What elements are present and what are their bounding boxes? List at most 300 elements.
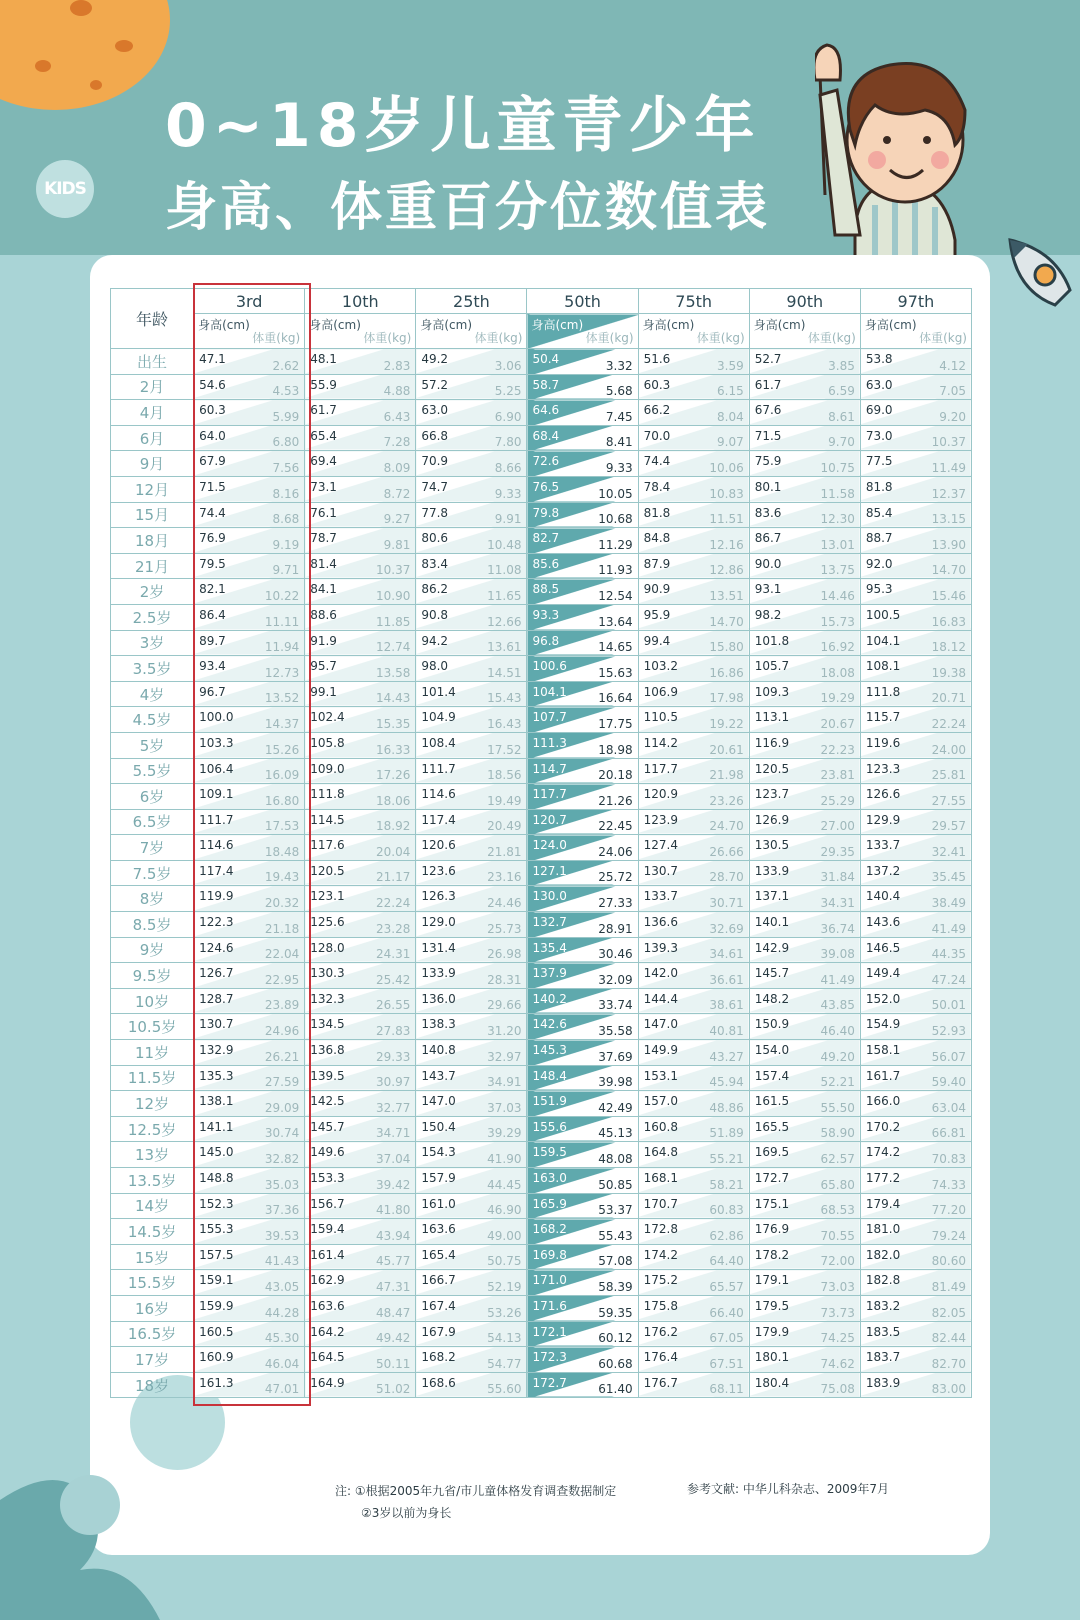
value-cell (305, 630, 416, 656)
value-cell (527, 1219, 638, 1245)
rocket-icon (1000, 230, 1080, 320)
percentile-header: 25th (416, 289, 527, 314)
height-value: 146.5 (865, 940, 901, 955)
percentile-header: 97th (860, 289, 971, 314)
weight-value: 14.43 (375, 691, 411, 706)
height-value: 61.7 (310, 403, 337, 418)
weight-value: 25.42 (375, 972, 411, 987)
weight-value: 60.12 (598, 1331, 633, 1346)
age-cell: 9月 (111, 451, 194, 477)
weight-value: 43.85 (820, 998, 855, 1013)
value-cell (416, 425, 527, 451)
weight-value: 49.20 (820, 1049, 855, 1064)
height-value: 124.6 (199, 940, 234, 955)
height-value: 95.9 (643, 607, 671, 622)
height-value: 126.9 (754, 812, 790, 827)
height-value: 174.2 (865, 1145, 901, 1160)
weight-value: 25.81 (931, 768, 966, 783)
weight-value: 24.46 (487, 896, 522, 911)
weight-value: 11.85 (375, 614, 411, 629)
height-value: 160.5 (199, 1324, 234, 1339)
height-value: 127.4 (643, 838, 678, 853)
height-value: 80.6 (421, 531, 449, 546)
value-cell (194, 732, 305, 758)
weight-value: 82.44 (931, 1331, 966, 1346)
height-value: 67.6 (754, 403, 782, 418)
weight-value: 14.70 (931, 563, 966, 578)
weight-value: 45.77 (375, 1254, 411, 1269)
value-cell (527, 374, 638, 400)
value-cell (194, 502, 305, 528)
weight-value: 22.45 (598, 819, 633, 834)
weight-value: 66.40 (709, 1305, 744, 1320)
weight-value: 15.26 (264, 742, 300, 757)
height-value: 74.4 (199, 505, 226, 520)
reference-note: 参考文献: 中华儿科杂志、2009年7月 (687, 1482, 890, 1496)
weight-value: 13.58 (375, 665, 411, 680)
value-cell (527, 963, 638, 989)
height-value: 161.5 (754, 1094, 790, 1109)
weight-value: 43.27 (709, 1049, 744, 1064)
value-cell (305, 835, 416, 861)
value-cell (860, 784, 971, 810)
value-cell (305, 1295, 416, 1321)
height-value: 163.6 (310, 1298, 345, 1313)
value-cell (305, 784, 416, 810)
weight-value: 50.75 (487, 1254, 522, 1269)
weight-value: 33.74 (598, 998, 633, 1013)
weight-value: 13.64 (598, 614, 633, 629)
weight-value: 22.24 (375, 896, 411, 911)
value-cell (194, 374, 305, 400)
unit-header (416, 314, 527, 349)
value-cell (416, 553, 527, 579)
weight-value: 49.00 (487, 1228, 522, 1243)
value-cell (305, 656, 416, 682)
height-value: 86.2 (421, 582, 449, 597)
weight-value: 20.04 (375, 844, 411, 859)
unit-header (860, 314, 971, 349)
age-cell: 2.5岁 (111, 604, 194, 630)
value-cell (416, 451, 527, 477)
height-value: 165.4 (421, 1247, 456, 1262)
weight-value: 47.01 (264, 1382, 300, 1397)
height-value: 53.8 (865, 352, 893, 366)
age-cell: 10岁 (111, 988, 194, 1014)
table-row (111, 1321, 972, 1347)
value-cell (416, 860, 527, 886)
weight-value: 3.32 (605, 358, 633, 373)
height-value: 117.7 (643, 761, 678, 776)
value-cell (527, 1014, 638, 1040)
weight-value: 20.32 (264, 896, 300, 911)
value-cell (749, 835, 860, 861)
height-value: 181.0 (865, 1222, 901, 1237)
height-value: 161.7 (865, 1068, 901, 1083)
age-cell: 4.5岁 (111, 707, 194, 733)
value-cell (416, 1219, 527, 1245)
value-cell (860, 425, 971, 451)
weight-value: 52.19 (487, 1279, 522, 1294)
weight-value: 30.46 (598, 947, 633, 962)
height-value: 162.9 (310, 1273, 345, 1288)
height-value: 99.1 (310, 684, 337, 699)
height-value: 61.7 (754, 377, 782, 392)
table-row (111, 835, 972, 861)
height-value: 169.5 (754, 1145, 790, 1160)
weight-value: 10.37 (375, 563, 411, 578)
height-value: 84.8 (643, 531, 671, 546)
age-cell: 17岁 (111, 1347, 194, 1373)
value-cell (416, 630, 527, 656)
value-cell (749, 476, 860, 502)
weight-value: 45.94 (709, 1075, 744, 1090)
weight-value: 16.33 (375, 742, 411, 757)
age-header: 年龄 (111, 289, 194, 349)
height-value: 175.2 (643, 1273, 678, 1288)
value-cell (527, 732, 638, 758)
height-value: 99.4 (643, 633, 671, 648)
weight-value: 34.91 (487, 1075, 522, 1090)
value-cell (527, 809, 638, 835)
weight-value: 80.60 (931, 1254, 966, 1269)
height-value: 137.9 (532, 966, 567, 981)
weight-value: 31.20 (487, 1024, 522, 1039)
value-cell (527, 656, 638, 682)
height-value: 172.8 (643, 1222, 678, 1237)
height-value: 145.7 (754, 966, 790, 981)
height-value: 88.5 (532, 582, 560, 597)
value-cell (638, 1244, 749, 1270)
value-cell (749, 374, 860, 400)
value-cell (638, 1219, 749, 1245)
weight-unit-label: 体重(kg) (807, 331, 856, 345)
value-cell (416, 1142, 527, 1168)
weight-value: 15.73 (820, 614, 855, 629)
age-cell: 18岁 (111, 1372, 194, 1398)
height-value: 108.1 (865, 659, 901, 674)
height-value: 168.1 (643, 1171, 678, 1185)
height-value: 86.4 (199, 607, 226, 622)
height-unit-label: 身高(cm) (420, 318, 472, 332)
value-cell (527, 912, 638, 938)
table-row (111, 579, 972, 605)
height-value: 179.5 (754, 1298, 790, 1313)
height-value: 89.7 (199, 633, 226, 648)
height-value: 72.6 (532, 454, 560, 469)
weight-value: 57.08 (598, 1254, 633, 1269)
value-cell (749, 707, 860, 733)
weight-value: 9.33 (494, 486, 522, 501)
weight-value: 15.35 (375, 716, 411, 731)
percentile-header: 3rd (194, 289, 305, 314)
value-cell (860, 476, 971, 502)
height-value: 66.2 (643, 403, 671, 418)
height-value: 176.9 (754, 1222, 790, 1237)
weight-value: 21.98 (709, 768, 744, 783)
weight-value: 30.74 (264, 1126, 300, 1141)
value-cell (749, 1040, 860, 1066)
value-cell (638, 886, 749, 912)
value-cell (638, 1091, 749, 1117)
weight-value: 14.65 (598, 640, 633, 655)
value-cell (194, 1295, 305, 1321)
weight-value: 12.74 (375, 640, 411, 655)
value-cell (527, 1321, 638, 1347)
percentile-header: 50th (527, 289, 638, 314)
table-row (111, 553, 972, 579)
value-cell (638, 758, 749, 784)
weight-value: 12.37 (931, 486, 966, 501)
value-cell (194, 425, 305, 451)
value-cell (527, 425, 638, 451)
value-cell (749, 963, 860, 989)
height-value: 111.8 (865, 684, 901, 699)
height-value: 78.4 (643, 479, 671, 494)
height-value: 135.4 (532, 940, 567, 955)
weight-value: 11.94 (264, 640, 300, 655)
height-value: 152.3 (199, 1196, 234, 1211)
height-value: 120.5 (754, 761, 790, 776)
weight-value: 45.30 (264, 1331, 300, 1346)
height-value: 177.2 (865, 1171, 901, 1185)
weight-value: 28.91 (598, 921, 633, 936)
value-cell (749, 579, 860, 605)
height-value: 168.2 (421, 1350, 456, 1365)
value-cell (416, 374, 527, 400)
value-cell (527, 784, 638, 810)
value-cell (194, 758, 305, 784)
age-cell: 4岁 (111, 681, 194, 707)
weight-value: 81.49 (931, 1279, 966, 1294)
height-value: 161.0 (421, 1196, 456, 1211)
height-value: 123.6 (421, 863, 456, 878)
weight-value: 19.22 (709, 716, 744, 731)
value-cell (638, 681, 749, 707)
value-cell (749, 1347, 860, 1373)
value-cell (860, 1270, 971, 1296)
value-cell (749, 937, 860, 963)
height-value: 140.8 (421, 1043, 456, 1058)
weight-value: 45.13 (598, 1126, 633, 1141)
height-value: 126.3 (421, 889, 456, 904)
table-row (111, 604, 972, 630)
height-value: 165.5 (754, 1119, 790, 1134)
value-cell (638, 630, 749, 656)
weight-value: 7.45 (605, 409, 633, 424)
height-value: 48.1 (310, 352, 337, 366)
weight-value: 10.48 (487, 537, 522, 552)
height-value: 117.7 (532, 787, 567, 802)
value-cell (860, 349, 971, 375)
age-cell: 10.5岁 (111, 1014, 194, 1040)
weight-value: 16.92 (820, 640, 855, 655)
value-cell (305, 1065, 416, 1091)
height-value: 123.3 (865, 761, 901, 776)
height-value: 153.1 (643, 1068, 678, 1083)
value-cell (749, 604, 860, 630)
weight-value: 62.57 (820, 1152, 855, 1166)
value-cell (416, 1065, 527, 1091)
height-value: 51.6 (643, 352, 671, 366)
height-value: 96.7 (199, 684, 226, 699)
height-value: 160.8 (643, 1119, 678, 1134)
height-value: 88.7 (865, 531, 893, 546)
age-cell: 6岁 (111, 784, 194, 810)
value-cell (860, 451, 971, 477)
height-value: 137.2 (865, 863, 901, 878)
weight-value: 41.49 (931, 921, 966, 936)
height-value: 142.6 (532, 1017, 567, 1032)
value-cell (860, 835, 971, 861)
weight-value: 27.59 (264, 1075, 300, 1090)
weight-value: 42.49 (598, 1100, 633, 1115)
height-value: 157.9 (421, 1171, 456, 1185)
age-cell: 11岁 (111, 1040, 194, 1066)
height-value: 154.3 (421, 1145, 456, 1160)
height-value: 76.9 (199, 531, 226, 546)
height-value: 128.7 (199, 991, 234, 1006)
value-cell (194, 1116, 305, 1142)
value-cell (416, 1091, 527, 1117)
height-value: 167.4 (421, 1298, 456, 1313)
value-cell (194, 937, 305, 963)
value-cell (860, 1321, 971, 1347)
weight-value: 39.53 (264, 1228, 300, 1243)
kids-badge: KIDS (36, 160, 94, 218)
value-cell (860, 374, 971, 400)
height-value: 154.0 (754, 1043, 790, 1058)
height-value: 142.5 (310, 1094, 345, 1109)
age-cell: 5.5岁 (111, 758, 194, 784)
value-cell (305, 374, 416, 400)
weight-value: 44.45 (487, 1177, 522, 1192)
height-value: 103.2 (643, 659, 678, 674)
table-row (111, 1168, 972, 1194)
weight-value: 48.47 (375, 1305, 411, 1320)
weight-value: 10.37 (931, 435, 966, 450)
weight-value: 14.46 (820, 588, 855, 603)
table-row (111, 758, 972, 784)
weight-value: 29.09 (264, 1100, 300, 1115)
height-value: 154.9 (865, 1017, 901, 1032)
value-cell (638, 1270, 749, 1296)
value-cell (194, 1142, 305, 1168)
height-unit-label: 身高(cm) (642, 318, 695, 332)
weight-value: 20.49 (487, 819, 522, 834)
value-cell (638, 553, 749, 579)
weight-value: 19.38 (931, 665, 966, 680)
age-cell: 15.5岁 (111, 1270, 194, 1296)
height-value: 64.6 (532, 403, 560, 418)
weight-value: 24.00 (931, 742, 966, 757)
weight-value: 70.55 (820, 1228, 855, 1243)
height-value: 84.1 (310, 582, 337, 597)
value-cell (305, 553, 416, 579)
height-value: 129.0 (421, 915, 456, 930)
weight-unit-label: 体重(kg) (585, 331, 634, 345)
unit-header (194, 314, 305, 349)
value-cell (305, 963, 416, 989)
weight-value: 24.70 (709, 819, 744, 834)
value-cell (638, 860, 749, 886)
value-cell (527, 937, 638, 963)
weight-value: 53.26 (487, 1305, 522, 1320)
value-cell (305, 1091, 416, 1117)
table-row (111, 1244, 972, 1270)
height-value: 142.0 (643, 966, 678, 981)
value-cell (860, 1040, 971, 1066)
height-value: 114.6 (199, 838, 234, 853)
height-value: 179.9 (754, 1324, 790, 1339)
height-value: 70.9 (421, 454, 449, 469)
value-cell (305, 758, 416, 784)
table-row (111, 1193, 972, 1219)
height-value: 140.4 (865, 889, 901, 904)
weight-value: 53.37 (598, 1203, 633, 1218)
weight-value: 79.24 (931, 1228, 966, 1243)
value-cell (194, 1219, 305, 1245)
value-cell (527, 988, 638, 1014)
value-cell (638, 1116, 749, 1142)
age-cell: 2月 (111, 374, 194, 400)
table-row (111, 630, 972, 656)
weight-value: 19.29 (820, 691, 855, 706)
age-cell: 16岁 (111, 1295, 194, 1321)
height-value: 93.4 (199, 659, 226, 674)
value-cell (194, 1347, 305, 1373)
value-cell (305, 425, 416, 451)
height-value: 149.6 (310, 1145, 345, 1160)
value-cell (860, 1014, 971, 1040)
value-cell (749, 1193, 860, 1219)
value-cell (860, 1244, 971, 1270)
value-cell (638, 937, 749, 963)
value-cell (194, 630, 305, 656)
weight-value: 68.53 (820, 1203, 855, 1218)
weight-value: 60.68 (598, 1356, 633, 1371)
height-value: 123.7 (754, 787, 790, 802)
height-value: 109.1 (199, 787, 234, 802)
weight-value: 26.55 (375, 998, 411, 1013)
weight-value: 46.90 (487, 1203, 522, 1218)
height-value: 87.9 (643, 556, 671, 571)
weight-value: 19.49 (487, 793, 522, 808)
value-cell (194, 1244, 305, 1270)
value-cell (749, 1270, 860, 1296)
height-value: 78.7 (310, 531, 337, 546)
weight-value: 34.31 (820, 896, 855, 911)
height-value: 88.6 (310, 607, 337, 622)
height-value: 175.1 (754, 1196, 790, 1211)
value-cell (749, 400, 860, 426)
height-value: 164.9 (310, 1375, 345, 1390)
weight-value: 68.11 (709, 1382, 744, 1397)
value-cell (194, 886, 305, 912)
weight-value: 17.98 (709, 691, 744, 706)
weight-value: 18.98 (598, 742, 633, 757)
height-value: 132.7 (532, 915, 567, 930)
weight-value: 62.86 (709, 1228, 744, 1243)
weight-value: 37.36 (264, 1203, 300, 1218)
value-cell (860, 988, 971, 1014)
weight-value: 10.83 (709, 486, 744, 501)
weight-value: 70.83 (931, 1152, 966, 1166)
weight-value: 47.24 (931, 972, 966, 987)
value-cell (527, 1193, 638, 1219)
value-cell (860, 579, 971, 605)
table-row (111, 1091, 972, 1117)
